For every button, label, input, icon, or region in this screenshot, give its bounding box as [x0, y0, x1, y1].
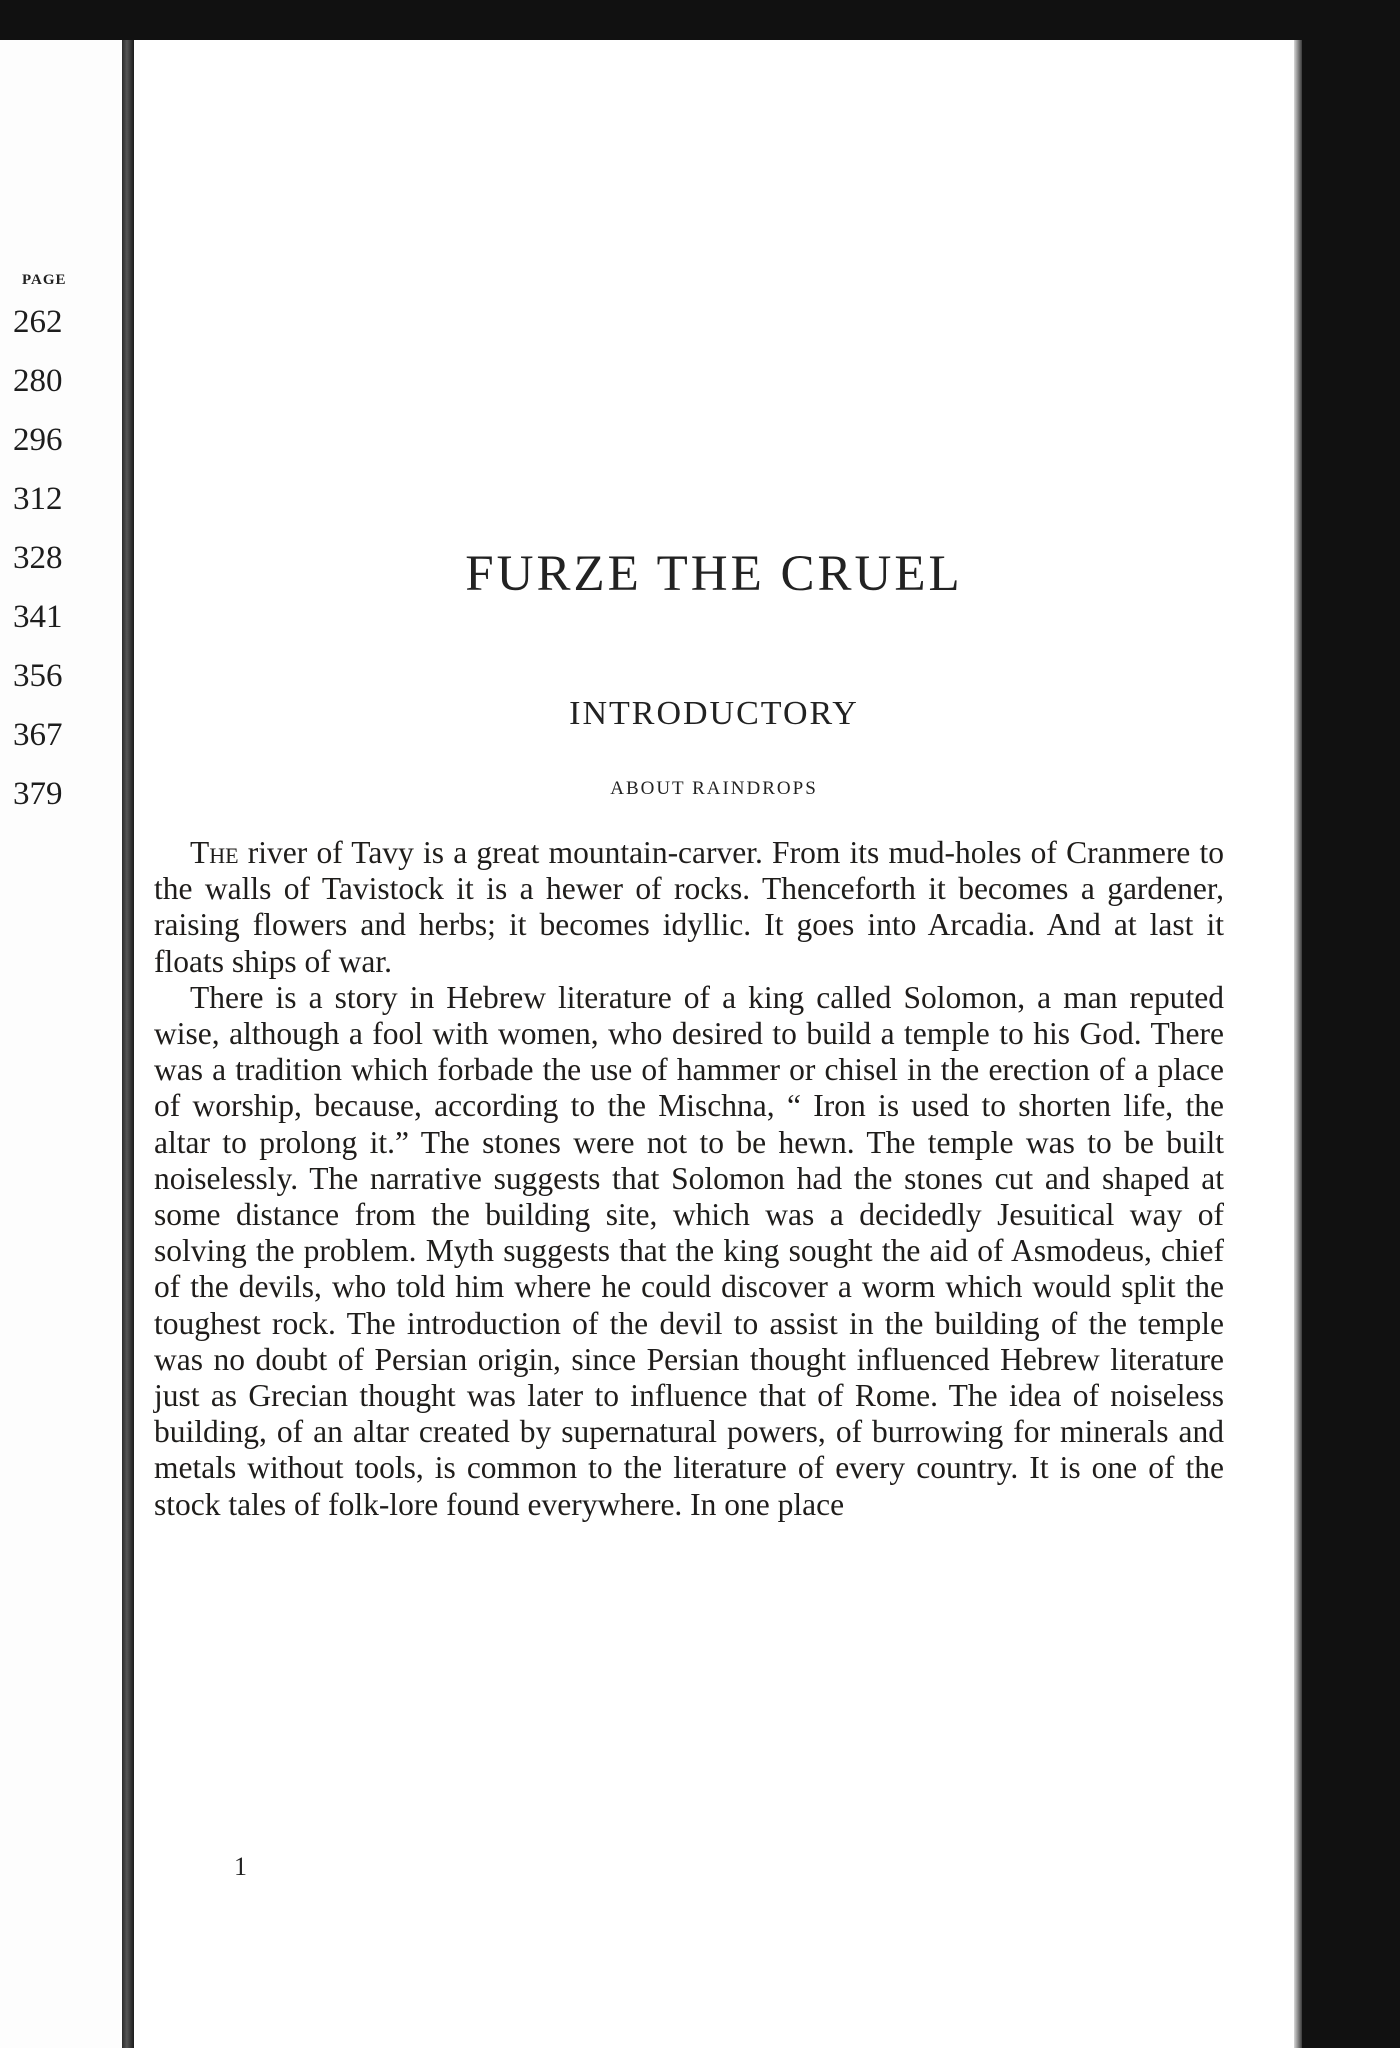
paragraph-lead-word: The [190, 835, 239, 870]
contents-page-number: 379 [13, 776, 63, 812]
page-number: 1 [234, 1852, 247, 1881]
body-text [154, 835, 1224, 1523]
book-gutter [122, 40, 134, 2048]
contents-page-number: 312 [13, 481, 63, 517]
previous-page-sliver [0, 40, 128, 2048]
paragraph: There is a story in Hebrew literature of a king called Solomon, a man reputed wise, although a fool with women, who desired to build a temple to his God. There was a tradition which forbade the use of hammer or chisel in the erection of a place of worship, because, according to the Mischna, “ Iron is used to shorten life, the altar to prolong it.” The stones were not to be hewn. The temple was to be built noiselessly. The narrative suggests that Solomon had the stones cut and shaped at some distance from the building site, which was a decidedly Jesuitical way of solving the problem. Myth suggests that the king sought the aid of Asmodeus, chief of the devils, who told him where he could discover a worm which would split the toughest rock. The introduction of the devil to assist in the building of the temple was no doubt of Persian origin, since Persian thought influenced Hebrew literature just as Grecian thought was later to influence that of Rome. The idea of noiseless building, of an altar created by supernatural powers, of burrowing for minerals and metals without tools, is common to the literature of every country. It is one of the stock tales of folk-lore found everywhere. In one place [154, 979, 1224, 1522]
paragraph-text: river of Tavy is a great mountain-carver. From its mud-holes of Cranmere to the walls of Tavistock it is a hewer of rocks. Thenceforth it becomes a gardener, raising flowers and herbs; it becomes idyllic. It goes into Arcadia. And at last it floats ships of war. [154, 835, 1224, 979]
contents-page-number: 328 [13, 540, 63, 576]
book-title: FURZE THE CRUEL [465, 546, 963, 602]
contents-page-number: 262 [13, 304, 63, 340]
contents-page-number: 341 [13, 599, 63, 635]
scanner-background-right [1302, 0, 1400, 2048]
contents-page-numbers [13, 302, 63, 833]
part-title: INTRODUCTORY [569, 695, 859, 732]
section-title: ABOUT RAINDROPS [610, 778, 818, 799]
contents-page-number: 356 [13, 658, 63, 694]
contents-page-number: 367 [13, 717, 63, 753]
paragraph [154, 835, 1224, 980]
page-edge-shadow [1294, 40, 1302, 2048]
book-page [134, 40, 1294, 2048]
scanner-background-top [0, 0, 1400, 40]
contents-page-number: 280 [13, 363, 63, 399]
contents-page-number: 296 [13, 422, 63, 458]
contents-page-heading: PAGE [22, 272, 67, 288]
